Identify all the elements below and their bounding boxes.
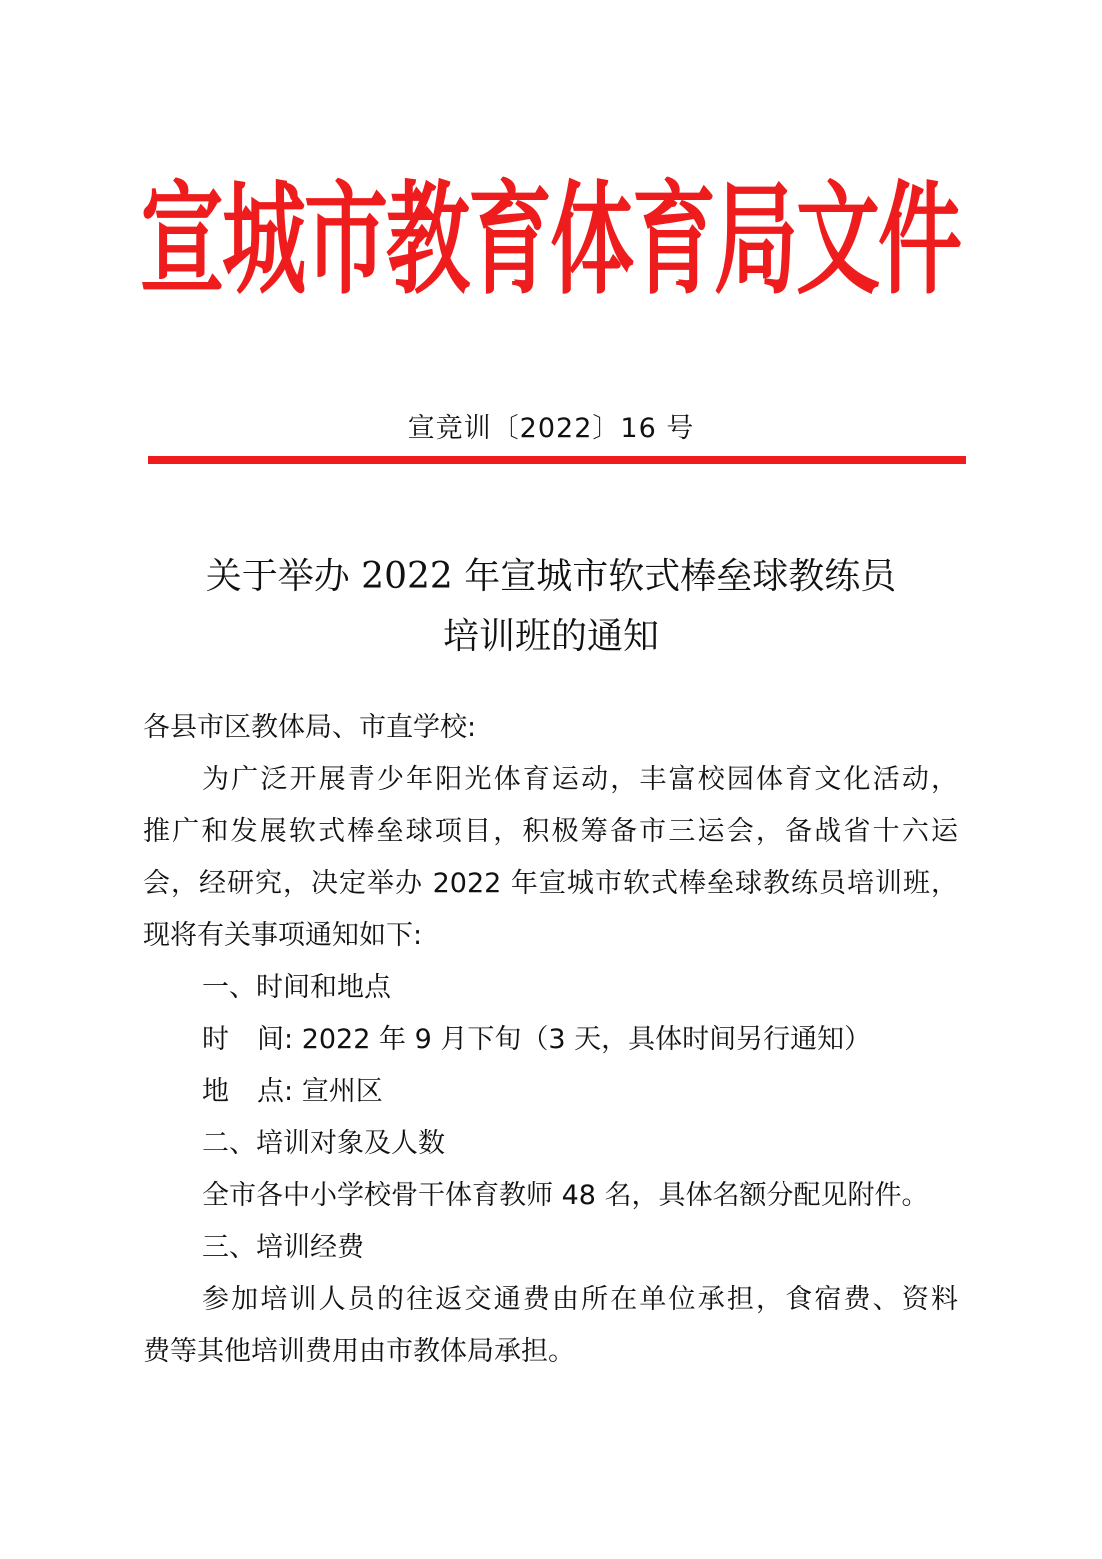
place-label-a: 地 (202, 1076, 229, 1107)
time-field (202, 1022, 871, 1058)
section-1-heading: 一、时间和地点 (202, 972, 391, 1003)
intro-line-2: 推广和发展软式棒垒球项目，积极筹备市三运会，备战省十六运 (143, 816, 958, 847)
section-3-heading: 三、培训经费 (202, 1232, 364, 1263)
red-divider-rule (148, 456, 966, 464)
place-field (202, 1074, 383, 1110)
intro-line-1: 为广泛开展青少年阳光体育运动，丰富校园体育文化活动， (202, 764, 958, 795)
place-label-b: 点: (257, 1076, 294, 1107)
notice-title-line-2: 培训班的通知 (442, 616, 659, 657)
intro-line-3: 会，经研究，决定举办 2022 年宣城市软式棒垒球教练员培训班， (143, 868, 958, 899)
notice-title-line-1: 关于举办 2022 年宣城市软式棒垒球教练员 (205, 556, 897, 597)
salutation: 各县市区教体局、市直学校: (143, 712, 477, 743)
place-value: 宣州区 (301, 1076, 383, 1107)
intro-line-4: 现将有关事项通知如下: (143, 920, 423, 951)
section-2-text: 全市各中小学校骨干体育教师 48 名，具体名额分配见附件。 (202, 1180, 929, 1211)
time-label-a: 时 (202, 1024, 229, 1055)
section-3-line-2: 费等其他培训费用由市教体局承担。 (143, 1336, 575, 1367)
issuer-masthead: 宣城市教育体育局文件 (140, 168, 961, 311)
section-2-heading: 二、培训对象及人数 (202, 1128, 445, 1159)
document-number: 宣竞训〔2022〕16 号 (407, 413, 695, 444)
time-label-b: 间: (257, 1024, 294, 1055)
time-value: 2022 年 9 月下旬（3 天，具体时间另行通知） (301, 1024, 872, 1055)
section-3-line-1: 参加培训人员的往返交通费由所在单位承担，食宿费、资料 (202, 1284, 958, 1315)
